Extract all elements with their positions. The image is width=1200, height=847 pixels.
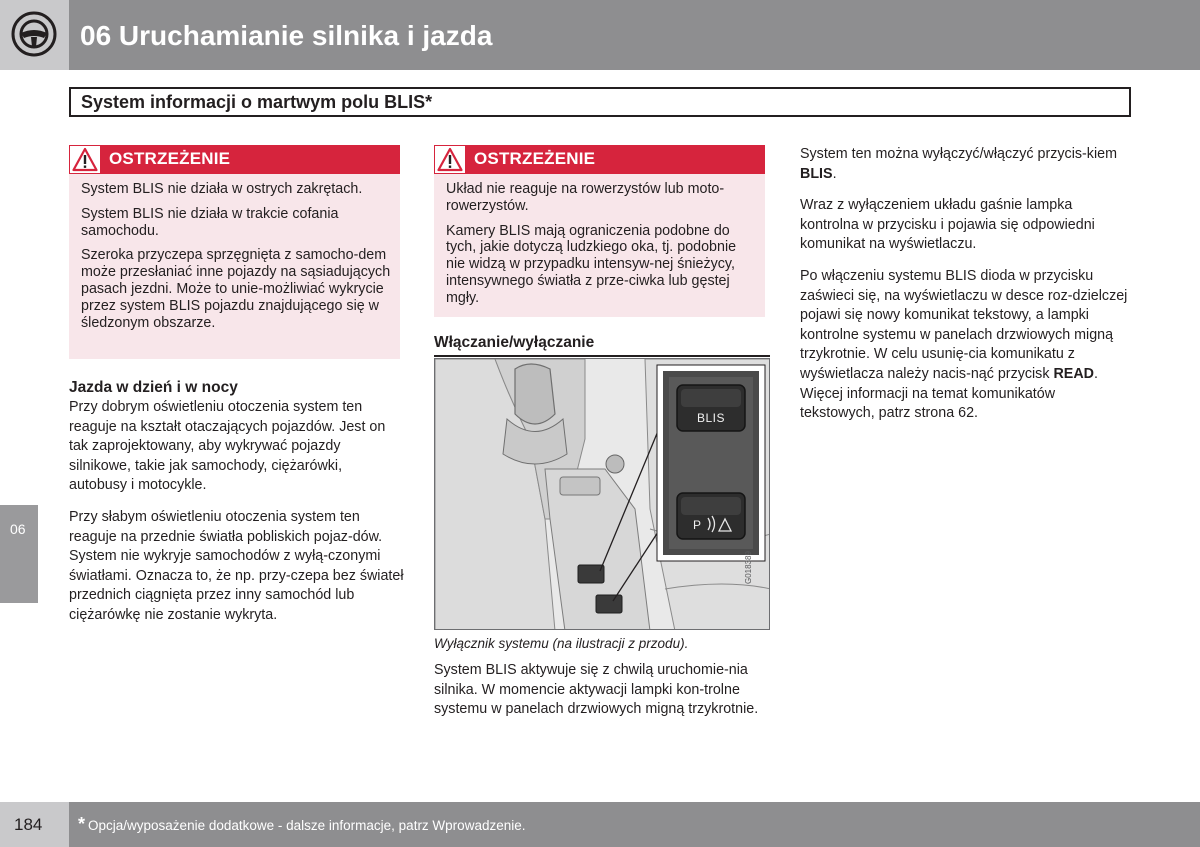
bold-term: READ	[1053, 365, 1094, 382]
chapter-icon-box	[0, 0, 69, 70]
warning-body	[446, 181, 759, 315]
figure-caption: Wyłącznik systemu (na ilustracji z przodu).	[434, 636, 689, 651]
warning-paragraph: Kamery BLIS mają ograniczenia podobne do tych, jakie dotyczą ludzkiego oka, tj. podobnie nie widzą w przypadku intensyw-nej śnieżycy, intensywnego światła z prze-ciwka lub gęstej mgły.	[446, 222, 737, 306]
page-number: 184	[14, 815, 43, 834]
chapter-side-tab	[0, 505, 38, 603]
paragraph: System BLIS aktywuje się z chwilą uruchomie-nia silnika. W momencie aktywacji lampki kon-trolne systemu w panelach drzwiowych migną trzykrotnie.	[434, 662, 759, 718]
text: Po włączeniu systemu BLIS dioda w przycisku zaświeci się, na wyświetlaczu w desce roz-dzielczej pojawi się nowy komunikat tekstowy, a lampki kontrolne systemu w panelach drzwiowych migną trzykrotnie. W celu usunię-cia komunikatu z wyświetlacza należy nacis-nąć przycisk	[800, 267, 1128, 382]
footnote-text: Opcja/wyposażenie dodatkowe - dalsze informacje, patrz Wprowadzenie.	[88, 818, 526, 833]
footnote	[78, 814, 525, 835]
text: System ten można wyłączyć/włączyć przycis-kiem	[800, 146, 1117, 162]
paragraph: Wraz z wyłączeniem układu gaśnie lampka kontrolna w przycisku i pojawia się odpowiedni komunikat na wyświetlaczu.	[800, 197, 1095, 253]
warning-icon-box	[70, 146, 100, 173]
bold-term: BLIS	[800, 165, 833, 182]
middle-column-text	[434, 661, 770, 732]
paragraph	[800, 145, 1132, 184]
blis-button-label: BLIS	[696, 411, 725, 425]
warning-header	[434, 145, 765, 174]
right-column	[800, 145, 1132, 436]
steering-wheel-icon	[11, 11, 57, 57]
footnote-star: *	[78, 814, 86, 834]
warning-label: OSTRZEŻENIE	[474, 149, 596, 168]
warning-paragraph: Szeroka przyczepa sprzęgnięta z samocho-dem może przesłaniać inne pojazdy na sąsiadujących pasach jezdni. Może to unie-możliwiać wykrycie przez system BLIS pojazdu znajdującego się w śledzonym obszarze.	[81, 247, 391, 331]
heading-rule	[434, 355, 770, 357]
paragraph: Przy słabym oświetleniu otoczenia system ten reaguje na przednie światła pobliskich pojaz-dów. System nie wykryje samochodów z wyłą-czonymi światłami. Oznacza to, że np. przy-czepa bez świateł przednich ciągnięta przez inny samochód lub ciężarówkę nie zostanie wykryta.	[69, 508, 404, 623]
chapter-side-tab-label: 06	[10, 521, 26, 537]
chapter-title: 06 Uruchamianie silnika i jazda	[80, 20, 493, 51]
warning-triangle-icon	[72, 147, 98, 172]
warning-paragraph: System BLIS nie działa w ostrych zakrętach.	[81, 181, 363, 197]
left-column	[69, 378, 404, 638]
warning-icon-box	[435, 146, 465, 173]
paragraph: Przy dobrym oświetleniu otoczenia system ten reaguje na kształt otaczających pojazdów. Jest on tak zaprojektowany, aby wykrywać pojazdy silnikowe, takie jak samochody, ciężarówki, autobusy i motocykle.	[69, 399, 386, 494]
warning-body	[81, 181, 394, 339]
switch-illustration	[434, 358, 770, 630]
section-title: System informacji o martwym polu BLIS*	[81, 92, 433, 112]
warning-box-middle	[434, 145, 765, 317]
section-title-box	[69, 87, 1131, 117]
warning-label: OSTRZEŻENIE	[109, 149, 231, 168]
section-heading: Jazda w dzień i w nocy	[69, 379, 238, 396]
warning-paragraph: System BLIS nie działa w trakcie cofania samochodu.	[81, 205, 339, 239]
warning-paragraph: Układ nie reaguje na rowerzystów lub moto-rowerzystów.	[446, 181, 725, 214]
paragraph	[800, 267, 1132, 424]
subsection-heading: Włączanie/wyłączanie	[434, 334, 595, 351]
warning-box-left	[69, 145, 400, 359]
text: .	[832, 165, 837, 182]
warning-header	[69, 145, 400, 174]
warning-triangle-icon	[437, 147, 463, 172]
text: . Więcej informacji na temat komunikatów tekstowych, patrz strona 62.	[800, 365, 1098, 422]
park-assist-button-label: P	[693, 518, 702, 532]
figure-code: G018389	[744, 551, 753, 584]
